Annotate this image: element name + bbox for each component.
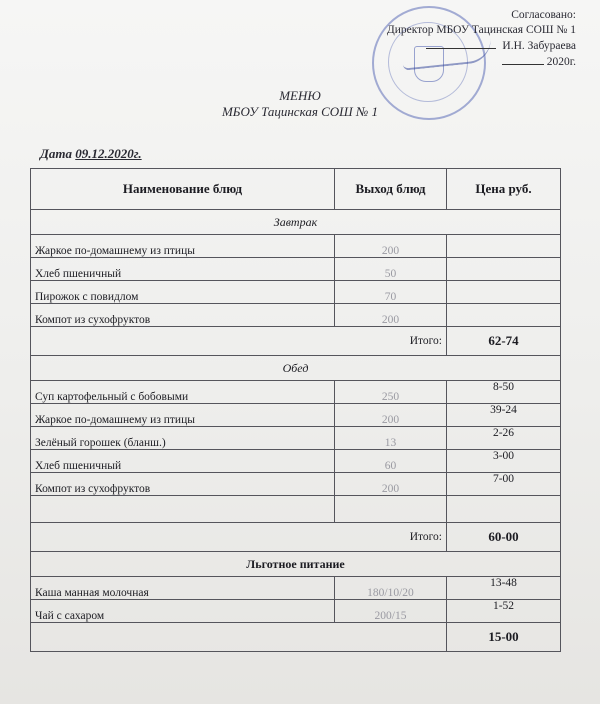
header-yield: Выход блюд: [335, 169, 447, 210]
dish-price: 8-50: [447, 381, 561, 404]
table-row: [31, 258, 561, 281]
dish-name: Хлеб пшеничный: [31, 450, 335, 473]
dish-yield: 200: [335, 473, 447, 496]
dish-name: Хлеб пшеничный: [31, 258, 335, 281]
dish-name: Компот из сухофруктов: [31, 304, 335, 327]
approval-signature-row: [316, 38, 576, 54]
menu-table: [30, 168, 561, 652]
approval-block: [316, 8, 576, 70]
breakfast-total-value: 62-74: [447, 327, 561, 356]
date-line: [502, 54, 544, 65]
dish-yield: 180/10/20: [335, 577, 447, 600]
table-row: [31, 235, 561, 258]
empty-cell: [31, 496, 335, 523]
approval-heading: Согласовано:: [511, 9, 576, 21]
empty-cell: [447, 496, 561, 523]
dish-price: 7-00: [447, 473, 561, 496]
dish-yield: 200: [335, 304, 447, 327]
dish-name: Жаркое по-домашнему из птицы: [31, 404, 335, 427]
dish-name: Компот из сухофруктов: [31, 473, 335, 496]
dish-price: 39-24: [447, 404, 561, 427]
table-row: [31, 600, 561, 623]
dish-price: [447, 304, 561, 327]
dish-name: Пирожок с повидлом: [31, 281, 335, 304]
approval-position: Директор МБОУ Тацинская СОШ № 1: [386, 24, 576, 36]
dish-name: Чай с сахаром: [31, 600, 335, 623]
dish-name: Каша манная молочная: [31, 577, 335, 600]
menu-title: МЕНЮ: [279, 88, 321, 103]
table-row: [31, 404, 561, 427]
dish-yield: 60: [335, 450, 447, 473]
dish-yield: 70: [335, 281, 447, 304]
table-row: [31, 577, 561, 600]
section-lunch-title: Обед: [31, 356, 561, 381]
date-value: 09.12.2020г.: [75, 146, 142, 161]
dish-name: Жаркое по-домашнему из птицы: [31, 235, 335, 258]
table-row: [31, 281, 561, 304]
table-header-row: [31, 169, 561, 210]
signature-line: [426, 38, 496, 49]
empty-cell: [335, 496, 447, 523]
breakfast-total-label: Итого:: [31, 327, 447, 356]
lunch-total-label: Итого:: [31, 523, 447, 552]
approval-director-name: И.Н. Забураева: [502, 40, 576, 52]
table-row: [31, 304, 561, 327]
empty-row: [31, 496, 561, 523]
section-breakfast: [31, 210, 561, 235]
dish-yield: 13: [335, 427, 447, 450]
section-breakfast-title: Завтрак: [31, 210, 561, 235]
benefit-total-value: 15-00: [447, 623, 561, 652]
approval-date-row: [316, 54, 576, 70]
lunch-total-row: [31, 523, 561, 552]
dish-yield: 200: [335, 235, 447, 258]
benefit-total-empty: [31, 623, 447, 652]
menu-date: [40, 146, 142, 162]
table-row: [31, 450, 561, 473]
approval-year: 2020г.: [546, 56, 576, 68]
benefit-total-row: [31, 623, 561, 652]
dish-yield: 200/15: [335, 600, 447, 623]
dish-price: [447, 281, 561, 304]
breakfast-total-row: [31, 327, 561, 356]
header-dish-name: Наименование блюд: [31, 169, 335, 210]
dish-price: [447, 258, 561, 281]
section-benefit: [31, 552, 561, 577]
table-row: [31, 473, 561, 496]
dish-name: Зелёный горошек (бланш.): [31, 427, 335, 450]
date-label: Дата: [40, 146, 72, 161]
dish-price: 13-48: [447, 577, 561, 600]
dish-price: 2-26: [447, 427, 561, 450]
table-row: [31, 381, 561, 404]
section-lunch: [31, 356, 561, 381]
dish-price: 1-52: [447, 600, 561, 623]
dish-yield: 250: [335, 381, 447, 404]
lunch-total-value: 60-00: [447, 523, 561, 552]
dish-yield: 200: [335, 404, 447, 427]
school-name: МБОУ Тацинская СОШ № 1: [221, 104, 379, 119]
section-benefit-title: Льготное питание: [31, 552, 561, 577]
dish-price: [447, 235, 561, 258]
dish-yield: 50: [335, 258, 447, 281]
header-price: Цена руб.: [447, 169, 561, 210]
dish-name: Суп картофельный с бобовыми: [31, 381, 335, 404]
dish-price: 3-00: [447, 450, 561, 473]
table-row: [31, 427, 561, 450]
